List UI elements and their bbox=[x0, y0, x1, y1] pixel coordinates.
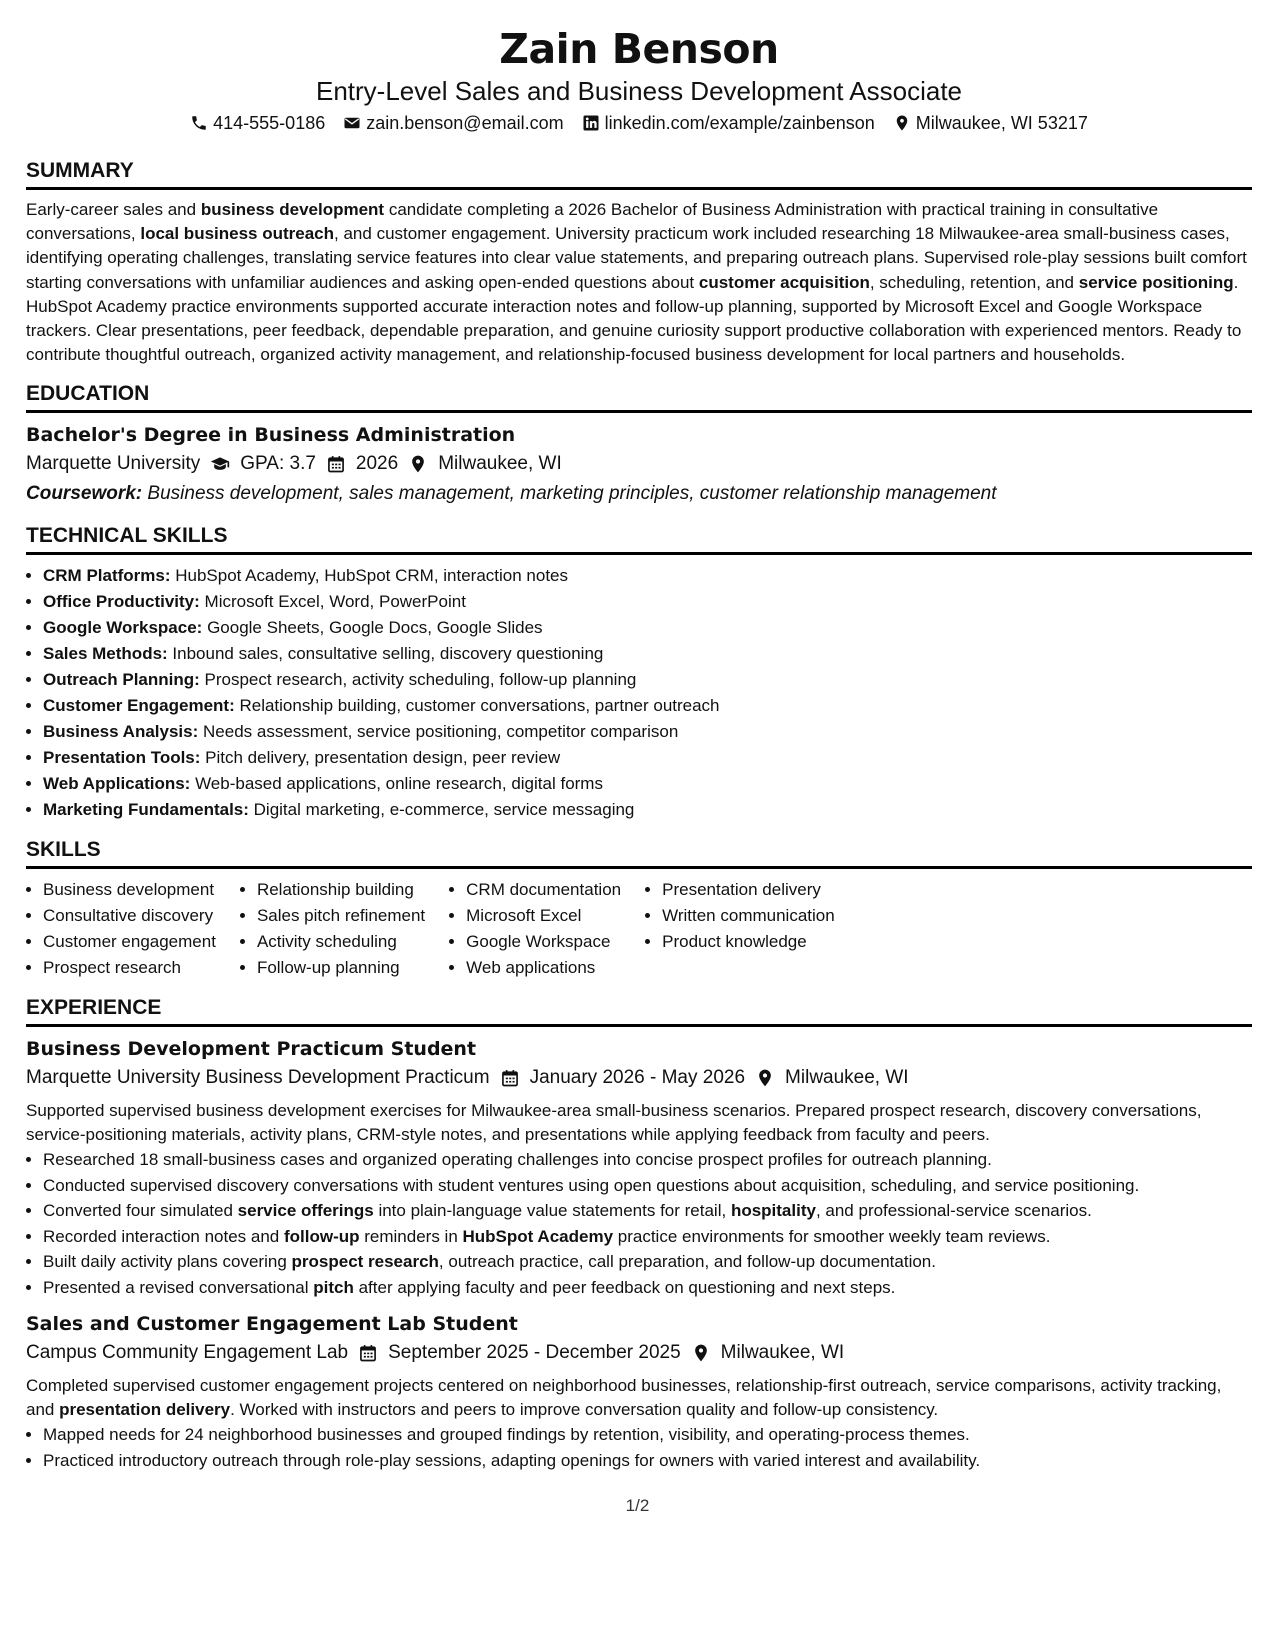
job-bullet bbox=[43, 1422, 1252, 1448]
job-bullet-emphasis: HubSpot Academy bbox=[462, 1226, 614, 1246]
skill-item: • Activity scheduling bbox=[257, 929, 425, 955]
technical-skill-value: Google Sheets, Google Docs, Google Slides bbox=[202, 618, 543, 638]
calendar-icon bbox=[326, 454, 346, 474]
skills-grid bbox=[26, 877, 1252, 981]
technical-skill-value: Prospect research, activity scheduling, follow-up planning bbox=[199, 670, 637, 690]
job-bullet bbox=[43, 1448, 1252, 1474]
job-bullet-text: , outreach practice, call preparation, and follow-up documentation. bbox=[438, 1252, 936, 1272]
job-bullet-text: Converted four simulated bbox=[43, 1201, 238, 1221]
job-bullet bbox=[43, 1224, 1252, 1250]
job-organization: Campus Community Engagement Lab bbox=[26, 1342, 349, 1364]
coursework-line bbox=[26, 479, 1252, 509]
job-bullet-text: Presented a revised conversational bbox=[43, 1277, 314, 1297]
graduation-year: 2026 bbox=[355, 453, 399, 475]
summary-text: Early-career sales and bbox=[26, 200, 201, 219]
job-description bbox=[26, 1099, 1252, 1147]
skills-column bbox=[26, 877, 216, 981]
technical-skill-item bbox=[43, 693, 1252, 719]
skill-item: • Microsoft Excel bbox=[466, 903, 621, 929]
coursework-label: Coursework: bbox=[26, 483, 143, 505]
skills-column bbox=[240, 877, 425, 981]
technical-skill-item bbox=[43, 641, 1252, 667]
job-description-text: Completed supervised customer engagement projects centered on neighborhood businesses, relationship-first outreach, service comparisons, activity tracking, and bbox=[26, 1376, 1222, 1420]
section-title-summary: SUMMARY bbox=[26, 158, 1252, 190]
job-bullet-emphasis: hospitality bbox=[730, 1201, 816, 1221]
technical-skill-value: Inbound sales, consultative selling, discovery questioning bbox=[167, 644, 604, 664]
summary-section bbox=[26, 158, 1252, 367]
technical-skill-item bbox=[43, 615, 1252, 641]
technical-skill-item bbox=[43, 719, 1252, 745]
skill-item: • Consultative discovery bbox=[43, 903, 216, 929]
job-title: Sales and Customer Engagement Lab Student bbox=[26, 1313, 518, 1336]
job-description-text: . Worked with instructors and peers to improve conversation quality and follow-up consistency. bbox=[230, 1400, 939, 1420]
job-bullet bbox=[43, 1275, 1252, 1301]
skill-item: • Sales pitch refinement bbox=[257, 903, 425, 929]
technical-skill-item bbox=[43, 797, 1252, 823]
section-title-skills: SKILLS bbox=[26, 837, 1252, 869]
job-bullet-emphasis: follow-up bbox=[284, 1226, 360, 1246]
technical-skill-item bbox=[43, 563, 1252, 589]
technical-skill-value: Digital marketing, e-commerce, service messaging bbox=[248, 800, 635, 820]
skills-column bbox=[645, 877, 835, 981]
summary-emphasis: customer acquisition bbox=[698, 272, 870, 292]
contact-email-text: zain.benson@email.com bbox=[366, 113, 564, 133]
job-description-text: Supported supervised business development exercises for Milwaukee-area small-business scenarios. Prepared prospect research, discovery conversations, service-positioning materials, activity plans, CRM-style notes, and presentations while applying feedback from faculty and peers. bbox=[26, 1101, 1202, 1145]
map-pin-icon bbox=[893, 114, 911, 132]
job-bullet bbox=[43, 1173, 1252, 1199]
technical-skill-label: CRM Platforms: bbox=[43, 566, 171, 586]
skill-item: • Business development bbox=[43, 877, 216, 903]
job-title: Business Development Practicum Student bbox=[26, 1038, 477, 1061]
job-organization: Marquette University Business Development Practicum bbox=[26, 1067, 490, 1089]
technical-skill-value: Web-based applications, online research, digital forms bbox=[190, 774, 603, 794]
map-pin-icon bbox=[408, 454, 428, 474]
contact-location bbox=[893, 110, 1088, 136]
coursework-text: Business development, sales management, marketing principles, customer relationship management bbox=[147, 483, 997, 505]
calendar-icon bbox=[500, 1068, 520, 1088]
envelope-icon bbox=[343, 114, 361, 132]
job-meta bbox=[26, 1338, 1252, 1368]
job-bullet-text: Practiced introductory outreach through role-play sessions, adapting openings for owners with varied interest and availability. bbox=[43, 1450, 981, 1470]
job-bullet-text: Mapped needs for 24 neighborhood businesses and grouped findings by retention, visibility, and operating-process themes. bbox=[43, 1425, 970, 1445]
technical-skill-value: HubSpot Academy, HubSpot CRM, interaction notes bbox=[170, 566, 569, 586]
summary-text: , and customer engagement. University practicum work included researching 18 Milwaukee-area small-business cases, identifying operating challenges, translating service features into clear value statements, and preparing outreach plans. Supervised role-play sessions built comfort starting conversations with unfamiliar audiences and asking open-ended questions about bbox=[26, 224, 1247, 292]
contact-phone-text: 414-555-0186 bbox=[213, 113, 326, 133]
job-location: Milwaukee, WI bbox=[720, 1342, 845, 1364]
map-pin-icon bbox=[755, 1068, 775, 1088]
summary-paragraph bbox=[26, 198, 1252, 367]
resume-page bbox=[26, 22, 1252, 1473]
graduation-cap-icon bbox=[210, 454, 230, 474]
technical-skill-label: Office Productivity: bbox=[43, 592, 200, 612]
education-meta bbox=[26, 449, 1252, 479]
technical-skill-label: Business Analysis: bbox=[43, 722, 199, 742]
degree-title: Bachelor's Degree in Business Administration bbox=[26, 424, 516, 447]
job-bullet-text: Recorded interaction notes and bbox=[43, 1226, 284, 1246]
gpa: GPA: 3.7 bbox=[240, 453, 316, 475]
job-bullet-text: Built daily activity plans covering bbox=[43, 1252, 292, 1272]
summary-text: candidate completing a 2026 Bachelor of Business Administration with practical training in consultative conversations, bbox=[26, 200, 1159, 244]
job-description-emphasis: presentation delivery bbox=[59, 1400, 231, 1420]
contact-linkedin[interactable] bbox=[582, 110, 875, 136]
experience-entry bbox=[26, 1035, 1252, 1300]
job-bullet-text: after applying faculty and peer feedback on questioning and next steps. bbox=[353, 1277, 896, 1297]
technical-skill-label: Sales Methods: bbox=[43, 644, 168, 664]
skill-item: • Follow-up planning bbox=[257, 955, 425, 981]
skill-item: • Prospect research bbox=[43, 955, 216, 981]
section-title-technical-skills: TECHNICAL SKILLS bbox=[26, 523, 1252, 555]
skill-item: • CRM documentation bbox=[466, 877, 621, 903]
skill-item: • Google Workspace bbox=[466, 929, 621, 955]
job-bullet-text: reminders in bbox=[359, 1226, 463, 1246]
job-location: Milwaukee, WI bbox=[785, 1067, 909, 1089]
technical-skill-label: Google Workspace: bbox=[43, 618, 203, 638]
education-section bbox=[26, 381, 1252, 509]
job-bullets bbox=[26, 1422, 1252, 1473]
job-meta bbox=[26, 1063, 1252, 1093]
job-bullet-emphasis: pitch bbox=[313, 1277, 354, 1297]
summary-emphasis: business development bbox=[200, 200, 385, 219]
summary-emphasis: local business outreach bbox=[140, 224, 335, 244]
job-bullet-text: into plain-language value statements for retail, bbox=[373, 1201, 731, 1221]
skill-item: • Customer engagement bbox=[43, 929, 216, 955]
skill-item: • Relationship building bbox=[257, 877, 425, 903]
skill-item: • Written communication bbox=[662, 903, 835, 929]
technical-skill-label: Customer Engagement: bbox=[43, 696, 235, 716]
job-description bbox=[26, 1374, 1252, 1422]
technical-skills-list bbox=[26, 563, 1252, 823]
technical-skill-item bbox=[43, 667, 1252, 693]
technical-skills-section bbox=[26, 523, 1252, 823]
job-bullet-text: practice environments for smoother weekly team reviews. bbox=[613, 1226, 1051, 1246]
experience-entry bbox=[26, 1310, 1252, 1473]
job-bullet bbox=[43, 1249, 1252, 1275]
job-bullet-emphasis: prospect research bbox=[291, 1252, 439, 1272]
technical-skill-label: Web Applications: bbox=[43, 774, 191, 794]
technical-skill-value: Microsoft Excel, Word, PowerPoint bbox=[199, 592, 466, 612]
job-dates: September 2025 - December 2025 bbox=[388, 1342, 681, 1364]
skills-section bbox=[26, 837, 1252, 981]
summary-text: . HubSpot Academy practice environments supported accurate interaction notes and follow-up planning, supported by Microsoft Excel and Google Workspace trackers. Clear presentations, peer feedback, dependable preparation, and genuine curiosity support productive collaboration with experienced mentors. Ready to contribute thoughtful outreach, organized activity management, and relationship-focused business development for local partners and households. bbox=[26, 272, 1242, 365]
skill-item: • Web applications bbox=[466, 955, 621, 981]
job-bullet bbox=[43, 1147, 1252, 1173]
technical-skill-label: Outreach Planning: bbox=[43, 670, 200, 690]
technical-skill-value: Relationship building, customer conversations, partner outreach bbox=[234, 696, 720, 716]
job-bullet-text: , and professional-service scenarios. bbox=[815, 1201, 1092, 1221]
resume-header bbox=[26, 24, 1252, 136]
technical-skill-item bbox=[43, 589, 1252, 615]
school-name: Marquette University bbox=[26, 453, 201, 475]
skills-column bbox=[449, 877, 621, 981]
experience-list bbox=[26, 1035, 1252, 1473]
summary-emphasis: service positioning bbox=[1078, 272, 1234, 292]
page-number: 1/2 bbox=[625, 1496, 650, 1515]
phone-icon bbox=[190, 114, 208, 132]
linkedin-icon bbox=[582, 114, 600, 132]
section-title-experience: EXPERIENCE bbox=[26, 995, 1252, 1027]
contact-bar bbox=[26, 110, 1252, 136]
job-bullets bbox=[26, 1147, 1252, 1300]
summary-text: , scheduling, retention, and bbox=[869, 272, 1079, 292]
skill-item: • Product knowledge bbox=[662, 929, 835, 955]
job-bullet-text: Conducted supervised discovery conversations with student ventures using open questions about acquisition, scheduling, and service positioning. bbox=[43, 1175, 1140, 1195]
contact-phone[interactable] bbox=[190, 110, 325, 136]
map-pin-icon bbox=[691, 1343, 711, 1363]
job-bullet-emphasis: service offerings bbox=[237, 1201, 374, 1221]
contact-linkedin-text: linkedin.com/example/zainbenson bbox=[604, 113, 875, 133]
technical-skill-item bbox=[43, 771, 1252, 797]
technical-skill-item bbox=[43, 745, 1252, 771]
job-bullet-text: Researched 18 small-business cases and organized operating challenges into concise prospect profiles for outreach planning. bbox=[43, 1150, 992, 1170]
section-title-education: EDUCATION bbox=[26, 381, 1252, 413]
job-dates: January 2026 - May 2026 bbox=[529, 1067, 746, 1089]
contact-location-text: Milwaukee, WI 53217 bbox=[915, 113, 1088, 133]
contact-email[interactable] bbox=[343, 110, 563, 136]
candidate-name: Zain Benson bbox=[499, 25, 779, 73]
experience-section bbox=[26, 995, 1252, 1473]
technical-skill-label: Presentation Tools: bbox=[43, 748, 201, 768]
technical-skill-label: Marketing Fundamentals: bbox=[43, 800, 249, 820]
technical-skill-value: Pitch delivery, presentation design, peer review bbox=[200, 748, 561, 768]
candidate-headline: Entry-Level Sales and Business Development Associate bbox=[315, 76, 962, 106]
skill-item: • Presentation delivery bbox=[662, 877, 835, 903]
school-location: Milwaukee, WI bbox=[438, 453, 562, 475]
technical-skill-value: Needs assessment, service positioning, competitor comparison bbox=[198, 722, 679, 742]
job-bullet bbox=[43, 1198, 1252, 1224]
calendar-icon bbox=[358, 1343, 378, 1363]
